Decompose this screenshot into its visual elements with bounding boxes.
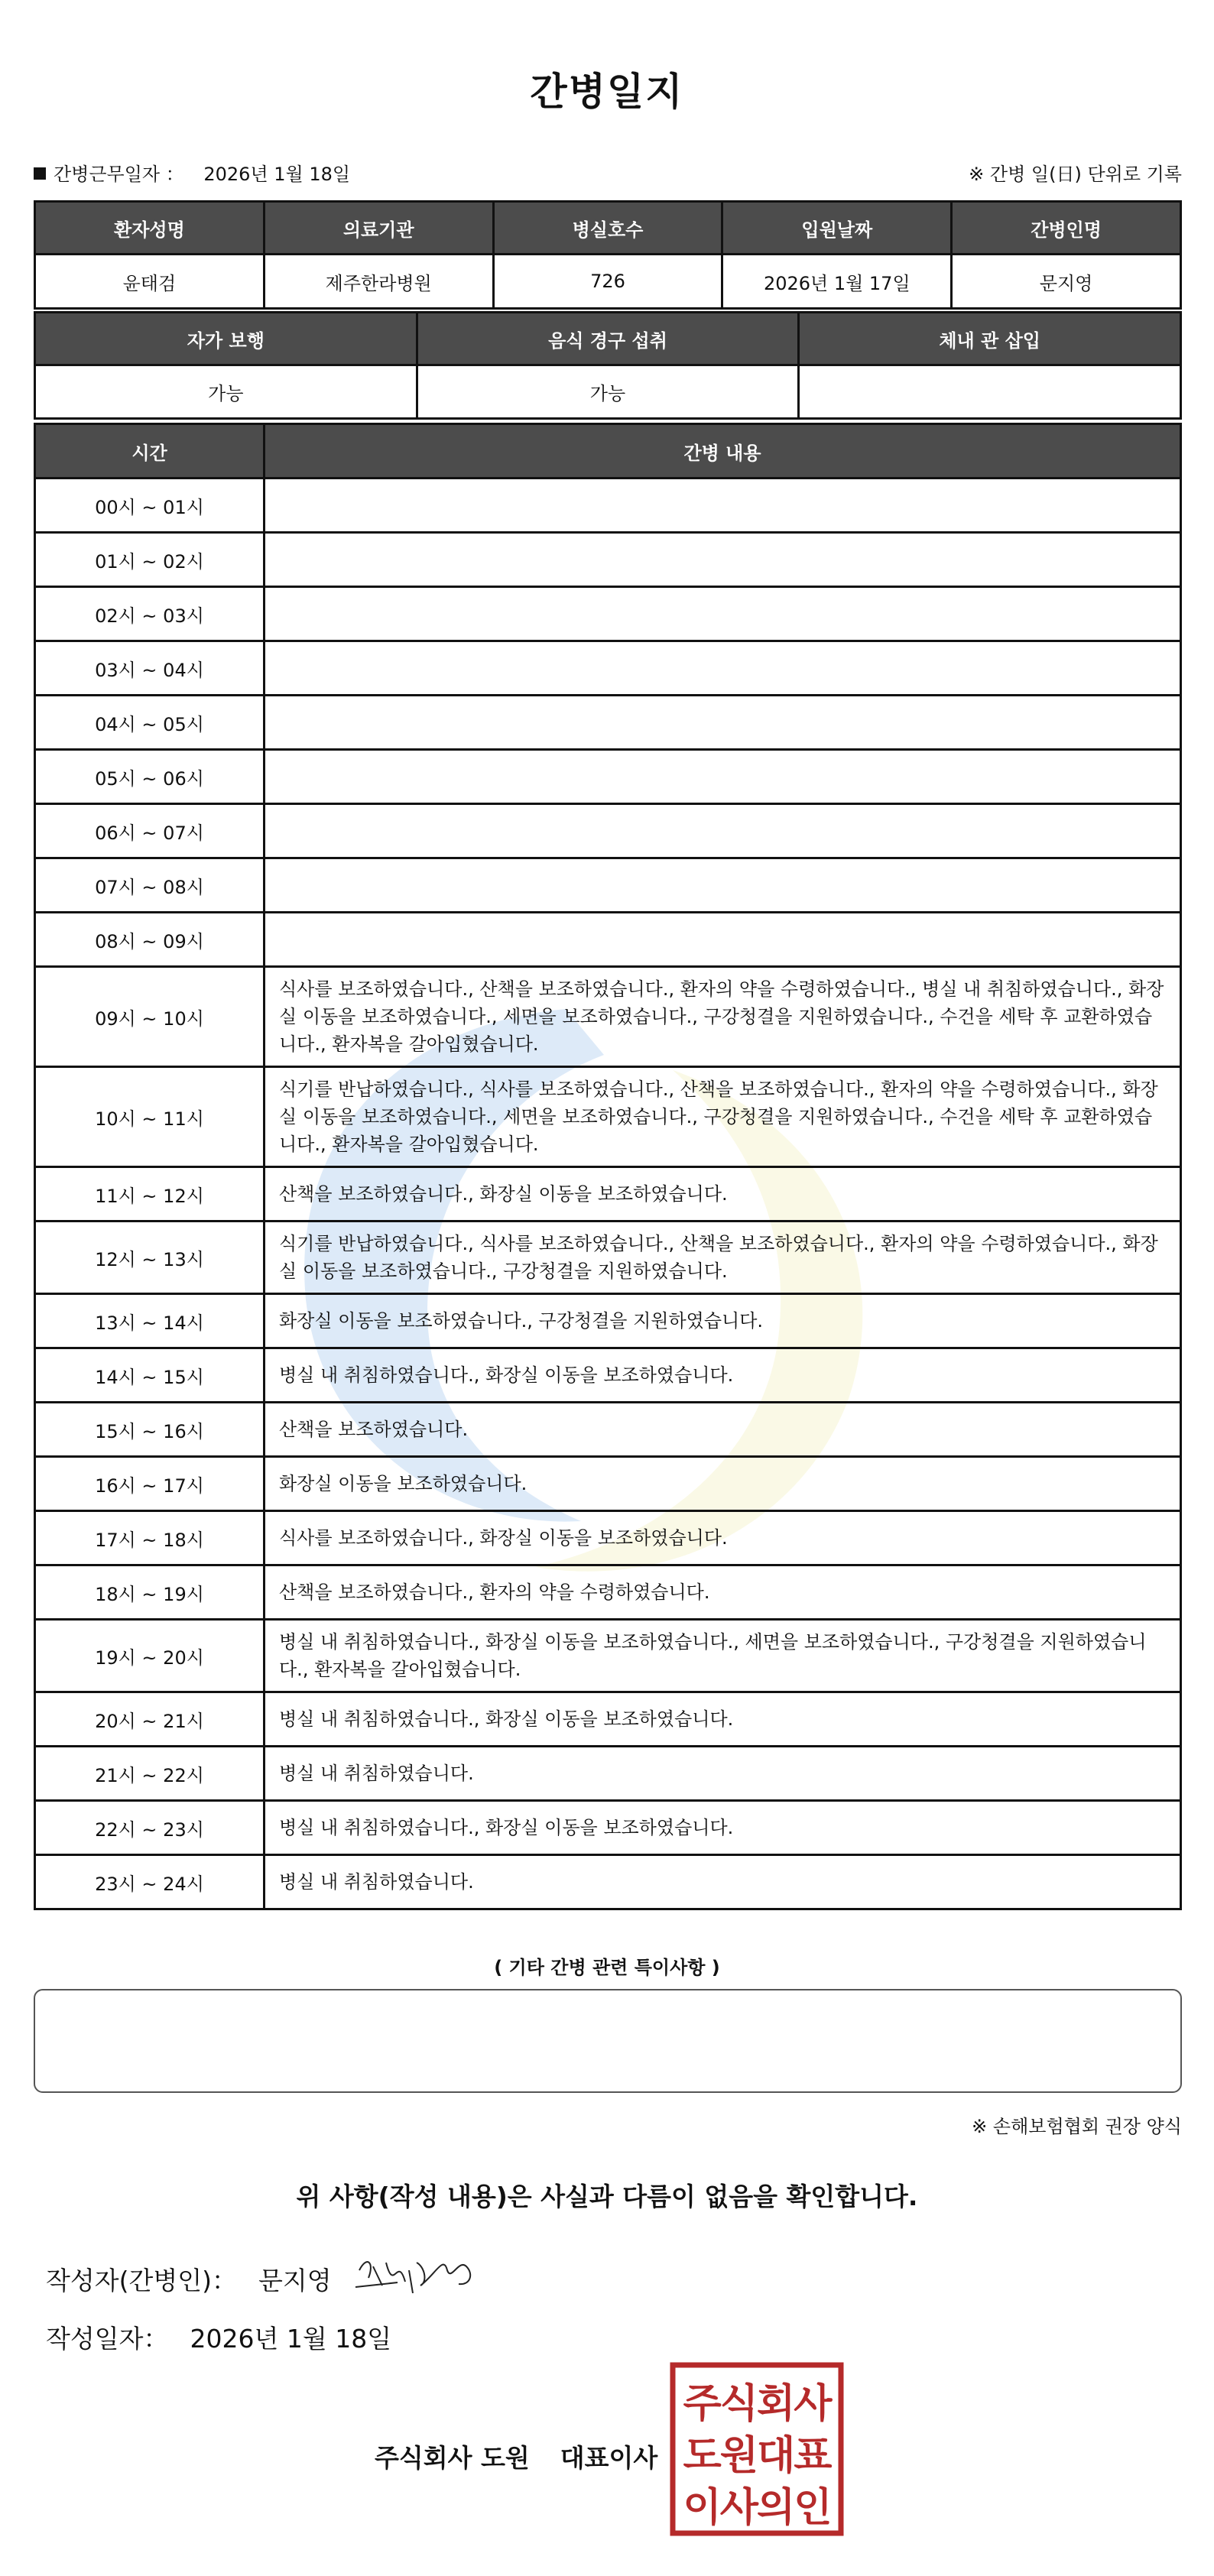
written-date-label: 작성일자：	[46, 2324, 169, 2354]
seal-line-2: 도원대표	[683, 2433, 831, 2479]
confirmation-statement: 위 사항(작성 내용)은 사실과 다름이 없음을 확인합니다.	[296, 2182, 918, 2211]
header-tube-insertion: 체내 관 삽입	[799, 313, 1181, 365]
care-content-cell	[265, 587, 1181, 641]
table-row	[35, 479, 1181, 533]
care-content-cell	[265, 913, 1181, 967]
time-cell: 10시 ~ 11시	[35, 1067, 265, 1167]
time-cell: 13시 ~ 14시	[35, 1294, 265, 1348]
care-content-cell: 식기를 반납하였습니다., 식사를 보조하였습니다., 산책을 보조하였습니다., 환자의 약을 수령하였습니다., 화장실 이동을 보조하였습니다., 구강청결을 지원하였습니다.	[265, 1221, 1181, 1294]
oral-intake-value: 가능	[417, 365, 799, 419]
work-date-value: 2026년 1월 18일	[203, 164, 351, 185]
company-representative: 대표이사	[560, 2443, 658, 2473]
square-bullet-icon	[34, 167, 46, 180]
time-cell: 15시 ~ 16시	[35, 1403, 265, 1457]
header-hospital: 의료기관	[264, 202, 493, 255]
care-content-cell	[265, 479, 1181, 533]
table-row	[35, 967, 1181, 1067]
care-content-cell	[265, 804, 1181, 858]
table-row	[35, 641, 1181, 696]
tube-insertion-value	[799, 365, 1181, 419]
time-cell: 06시 ~ 07시	[35, 804, 265, 858]
seal-line-3: 이사의인	[683, 2485, 831, 2531]
time-cell: 04시 ~ 05시	[35, 696, 265, 750]
care-content-cell: 식사를 보조하였습니다., 화장실 이동을 보조하였습니다.	[265, 1511, 1181, 1565]
header-caregiver-name: 간병인명	[952, 202, 1181, 255]
seal-line-1: 주식회사	[683, 2381, 831, 2427]
table-row	[35, 1511, 1181, 1565]
time-cell: 00시 ~ 01시	[35, 479, 265, 533]
work-date-label: 간병근무일자 ：	[54, 164, 184, 185]
time-cell: 03시 ~ 04시	[35, 641, 265, 696]
writer-line	[46, 2261, 332, 2297]
time-cell: 17시 ~ 18시	[35, 1511, 265, 1565]
header-care-content: 간병 내용	[265, 424, 1181, 479]
care-content-cell: 병실 내 취침하였습니다.	[265, 1855, 1181, 1909]
time-cell: 23시 ~ 24시	[35, 1855, 265, 1909]
hospital: 제주한라병원	[264, 255, 493, 309]
company-seal	[670, 2362, 844, 2536]
writer-label: 작성자(간병인)：	[46, 2266, 238, 2295]
time-cell: 09시 ~ 10시	[35, 967, 265, 1067]
care-content-cell	[265, 533, 1181, 587]
table-row	[35, 587, 1181, 641]
table-row	[35, 1067, 1181, 1167]
time-cell: 22시 ~ 23시	[35, 1801, 265, 1855]
signature-image	[352, 2240, 482, 2308]
table-row	[35, 1403, 1181, 1457]
table-row	[35, 804, 1181, 858]
care-content-cell: 병실 내 취침하였습니다.	[265, 1747, 1181, 1801]
recommendation-note: ※ 손해보험협회 권장 양식	[972, 2116, 1182, 2137]
table-row	[35, 1801, 1181, 1855]
patient-info-table	[34, 200, 1182, 310]
table-row	[35, 1747, 1181, 1801]
care-content-cell: 산책을 보조하였습니다., 환자의 약을 수령하였습니다.	[265, 1565, 1181, 1620]
time-cell: 01시 ~ 02시	[35, 533, 265, 587]
time-cell: 19시 ~ 20시	[35, 1620, 265, 1692]
time-cell: 11시 ~ 12시	[35, 1167, 265, 1221]
time-cell: 16시 ~ 17시	[35, 1457, 265, 1511]
header-room-number: 병실호수	[493, 202, 722, 255]
time-cell: 14시 ~ 15시	[35, 1348, 265, 1403]
admission-date: 2026년 1월 17일	[722, 255, 952, 309]
written-date-value: 2026년 1월 18일	[190, 2324, 392, 2354]
caregiver-name: 문지영	[952, 255, 1181, 309]
table-row	[35, 1457, 1181, 1511]
time-cell: 05시 ~ 06시	[35, 750, 265, 804]
header-oral-intake: 음식 경구 섭취	[417, 313, 799, 365]
time-cell: 20시 ~ 21시	[35, 1692, 265, 1747]
time-cell: 02시 ~ 03시	[35, 587, 265, 641]
table-row	[35, 1221, 1181, 1294]
work-date	[34, 159, 350, 186]
table-row	[35, 1620, 1181, 1692]
header-admission-date: 입원날짜	[722, 202, 952, 255]
table-row	[35, 1348, 1181, 1403]
writer-name: 문지영	[258, 2266, 332, 2295]
header-self-walking: 자가 보행	[35, 313, 417, 365]
time-cell: 12시 ~ 13시	[35, 1221, 265, 1294]
table-row	[35, 750, 1181, 804]
time-cell: 21시 ~ 22시	[35, 1747, 265, 1801]
care-content-cell	[265, 858, 1181, 913]
care-content-cell: 병실 내 취침하였습니다., 화장실 이동을 보조하였습니다.	[265, 1692, 1181, 1747]
header-time: 시간	[35, 424, 265, 479]
care-content-cell: 산책을 보조하였습니다.	[265, 1403, 1181, 1457]
patient-status-table	[34, 311, 1182, 420]
care-content-cell: 병실 내 취침하였습니다., 화장실 이동을 보조하였습니다., 세면을 보조하였습니다., 구강청결을 지원하였습니다., 환자복을 갈아입혔습니다.	[265, 1620, 1181, 1692]
care-content-cell: 식기를 반납하였습니다., 식사를 보조하였습니다., 산책을 보조하였습니다., 환자의 약을 수령하였습니다., 화장실 이동을 보조하였습니다., 세면을 보조하였습니다., 구강청결을 지원하였습니다., 수건을 세탁 후 교환하였습니다., 환자복을 갈아입혔습니다.	[265, 1067, 1181, 1167]
care-content-cell: 식사를 보조하였습니다., 산책을 보조하였습니다., 환자의 약을 수령하였습니다., 병실 내 취침하였습니다., 화장실 이동을 보조하였습니다., 세면을 보조하였습니다., 구강청결을 지원하였습니다., 수건을 세탁 후 교환하였습니다., 환자복을 갈아입혔습니다.	[265, 967, 1181, 1067]
table-row	[35, 1167, 1181, 1221]
table-row	[35, 696, 1181, 750]
table-row	[35, 858, 1181, 913]
self-walking-value: 가능	[35, 365, 417, 419]
time-cell: 18시 ~ 19시	[35, 1565, 265, 1620]
table-row	[35, 913, 1181, 967]
table-row	[35, 1294, 1181, 1348]
care-content-cell	[265, 641, 1181, 696]
written-date-line	[46, 2319, 391, 2355]
care-content-cell: 산책을 보조하였습니다., 화장실 이동을 보조하였습니다.	[265, 1167, 1181, 1221]
notes-title: ( 기타 간병 관련 특이사항 )	[494, 1957, 720, 1978]
care-content-cell	[265, 750, 1181, 804]
time-cell: 08시 ~ 09시	[35, 913, 265, 967]
page-title: 간병일지	[530, 70, 684, 114]
care-content-cell: 화장실 이동을 보조하였습니다.	[265, 1457, 1181, 1511]
time-cell: 07시 ~ 08시	[35, 858, 265, 913]
table-row	[35, 1692, 1181, 1747]
table-row	[35, 1565, 1181, 1620]
company-signature	[375, 2438, 657, 2474]
unit-note: ※ 간병 일(日) 단위로 기록	[969, 164, 1182, 185]
care-content-cell: 병실 내 취침하였습니다., 화장실 이동을 보조하였습니다.	[265, 1801, 1181, 1855]
patient-name: 윤태검	[35, 255, 265, 309]
header-patient-name: 환자성명	[35, 202, 265, 255]
company-name: 주식회사 도원	[375, 2443, 530, 2473]
care-content-cell	[265, 696, 1181, 750]
care-content-cell: 화장실 이동을 보조하였습니다., 구강청결을 지원하였습니다.	[265, 1294, 1181, 1348]
room-number: 726	[493, 255, 722, 309]
table-row	[35, 1855, 1181, 1909]
table-row	[35, 533, 1181, 587]
care-content-cell: 병실 내 취침하였습니다., 화장실 이동을 보조하였습니다.	[265, 1348, 1181, 1403]
notes-box	[34, 1989, 1182, 2093]
care-log-table	[34, 423, 1182, 1910]
